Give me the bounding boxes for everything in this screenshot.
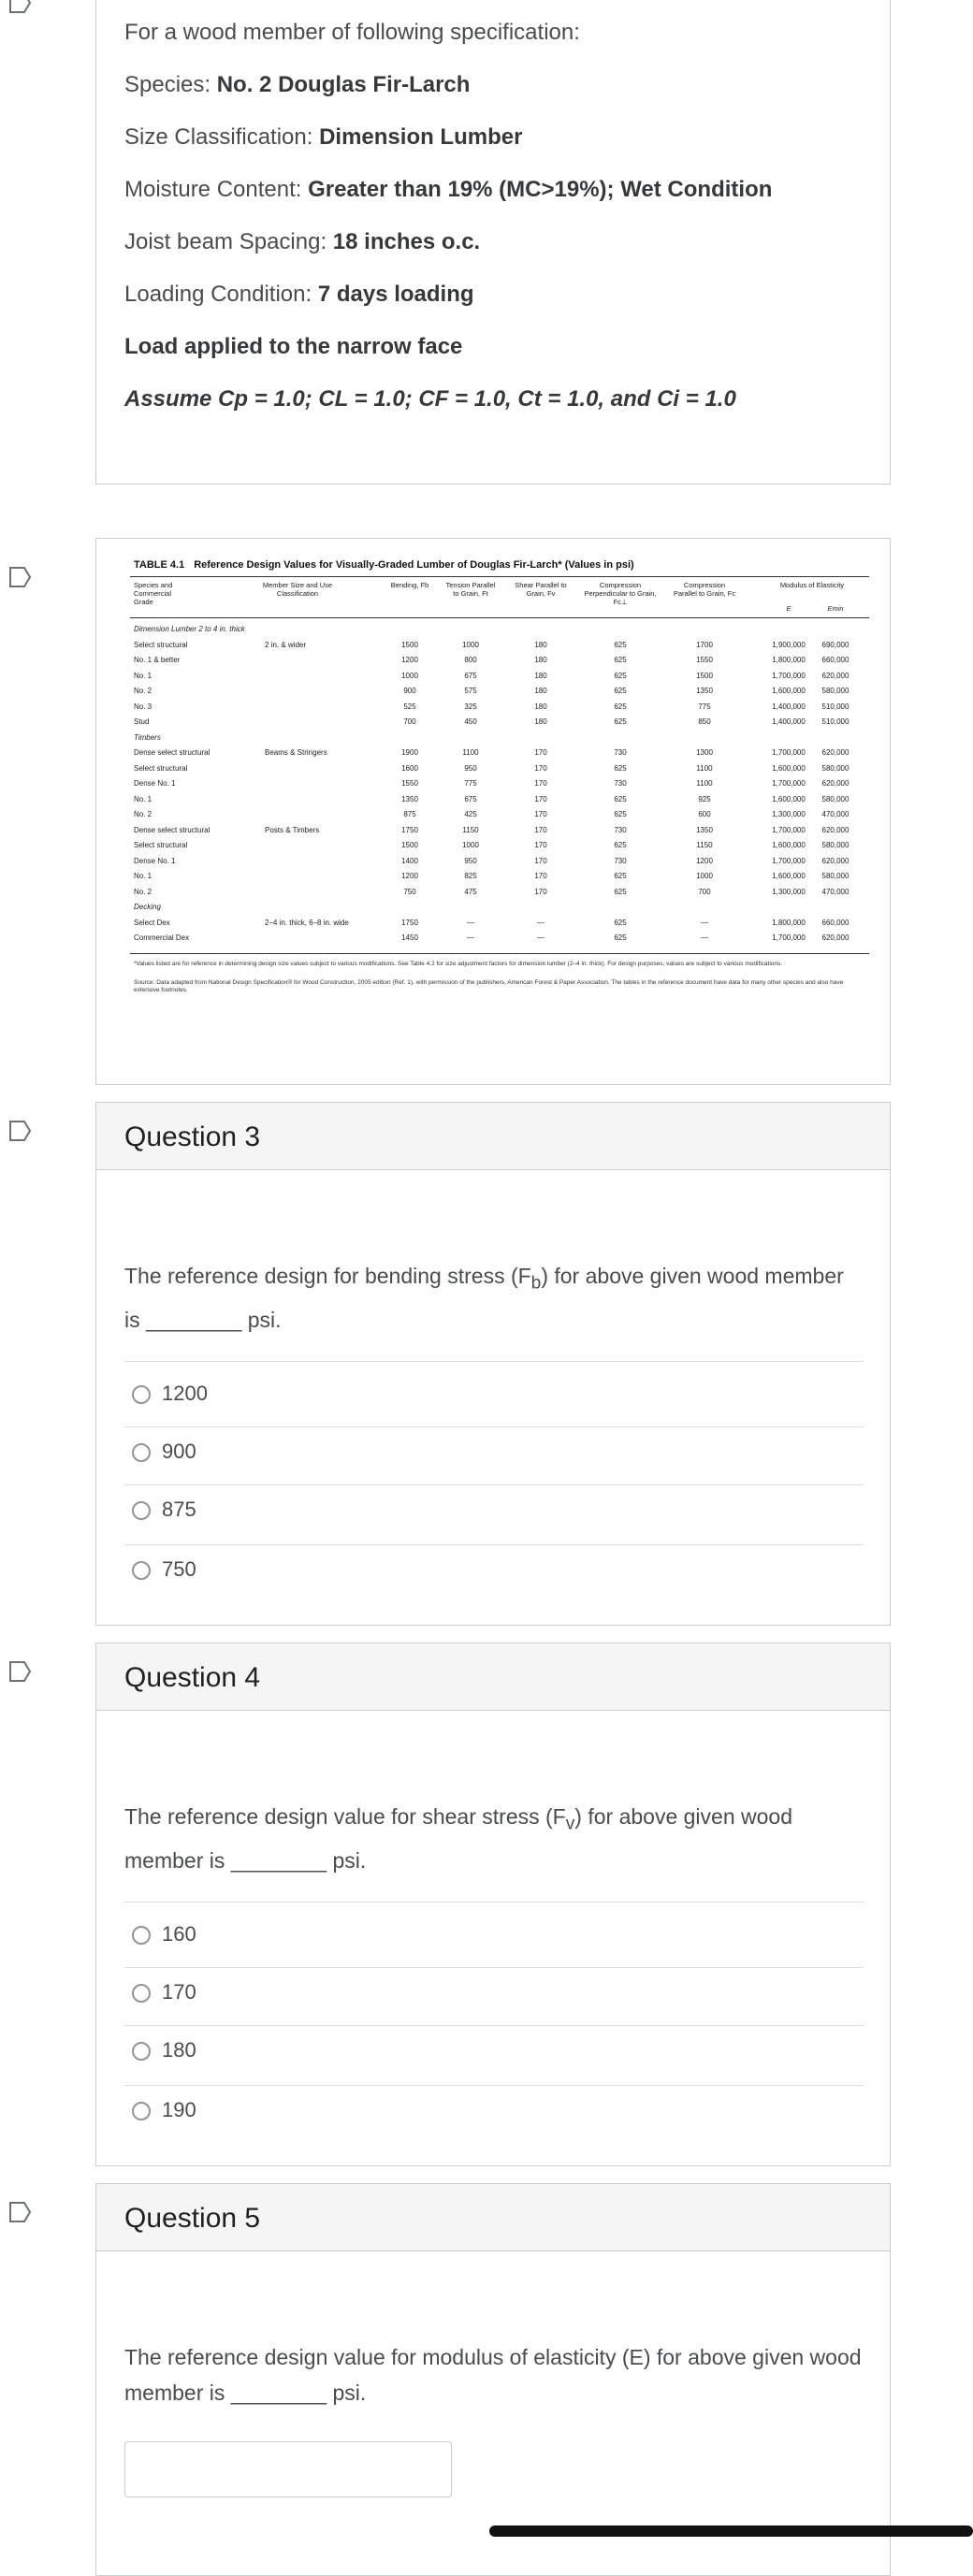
table-cell: 1500 xyxy=(401,841,418,849)
table-cell: 800 xyxy=(464,656,477,664)
table-cell: 1900 xyxy=(401,748,418,757)
table-cell: 1550 xyxy=(401,779,418,788)
table-cell: 510,000 xyxy=(821,717,850,726)
table-row-size: Beams & Stringers xyxy=(265,748,327,757)
col-header-shear: Shear Parallel to Grain, Fv xyxy=(515,581,567,598)
table-cell: 620,000 xyxy=(821,671,850,680)
table-cell: 1150 xyxy=(462,825,479,834)
table-cell: 1,800,000 xyxy=(772,918,806,927)
col-header-moe: Modulus of Elasticity xyxy=(779,581,845,589)
table-cell: 180 xyxy=(534,717,547,726)
table-cell: 775 xyxy=(698,702,711,711)
question-3-header xyxy=(96,1103,890,1170)
table-cell: 750 xyxy=(403,887,416,896)
table-cell: 1,300,000 xyxy=(772,810,806,818)
spec-size-classification: Size Classification: Dimension Lumber xyxy=(124,124,523,150)
table-row-grade: Select structural xyxy=(134,640,188,649)
table-cell: 180 xyxy=(534,687,547,695)
table-cell: 675 xyxy=(464,671,477,680)
table-row-grade: Select structural xyxy=(134,841,188,849)
table-cell: 950 xyxy=(464,856,477,865)
table-cell: 1100 xyxy=(696,779,713,788)
table-cell: 625 xyxy=(614,763,627,773)
table-row-grade: No. 3 xyxy=(134,702,152,711)
table-cell: 580,000 xyxy=(821,794,850,803)
table-cell: 575 xyxy=(464,687,477,695)
table-cell: 625 xyxy=(614,887,627,896)
table-cell: 1450 xyxy=(401,933,418,942)
table-row-size: Posts & Timbers xyxy=(265,825,320,834)
radio-button[interactable] xyxy=(132,1561,151,1580)
table-cell: 850 xyxy=(698,717,711,726)
table-cell: 1,300,000 xyxy=(772,887,806,896)
table-cell: 1,600,000 xyxy=(772,687,806,695)
question-4-title: Question 4 xyxy=(124,1662,261,1693)
table-cell: 625 xyxy=(614,656,627,664)
table-cell: 1,700,000 xyxy=(772,748,806,757)
table-cell: 1,800,000 xyxy=(772,656,806,664)
table-cell: 1550 xyxy=(696,656,713,664)
spec-load-face: Load applied to the narrow face xyxy=(124,334,463,359)
table-cell: 1,900,000 xyxy=(772,640,806,649)
flag-icon[interactable] xyxy=(7,2200,34,2224)
flag-icon[interactable] xyxy=(7,0,34,15)
question-3-title: Question 3 xyxy=(124,1122,261,1152)
col-header-bending: Bending, Fb xyxy=(390,581,429,589)
table-cell: 470,000 xyxy=(821,810,850,818)
table-cell: 425 xyxy=(464,810,477,818)
table-cell: 1,700,000 xyxy=(772,671,806,680)
table-cell: 1,700,000 xyxy=(772,933,806,942)
table-cell: 825 xyxy=(464,872,477,880)
table-cell: 170 xyxy=(534,872,547,880)
radio-button[interactable] xyxy=(132,1926,151,1945)
table-cell: 600 xyxy=(698,810,711,818)
spec-assumptions: Assume Cp = 1.0; CL = 1.0; CF = 1.0, Ct = 1.0, and Ci = 1.0 xyxy=(124,386,736,412)
question-5-title: Question 5 xyxy=(124,2203,261,2234)
table-cell: 450 xyxy=(464,717,477,726)
flag-icon[interactable] xyxy=(7,1659,34,1684)
specification-card xyxy=(95,0,891,485)
col-header-comp-par: Compression Parallel to Grain, Fc xyxy=(673,581,736,598)
table-cell: 625 xyxy=(614,687,627,695)
table-cell: 580,000 xyxy=(821,872,850,880)
table-cell: — xyxy=(701,918,708,927)
table-cell: 1,600,000 xyxy=(772,763,806,773)
table-cell: 620,000 xyxy=(821,933,850,942)
table-cell: 625 xyxy=(614,702,627,711)
table-cell: 660,000 xyxy=(821,918,850,927)
spec-moisture-content: Moisture Content: Greater than 19% (MC>19%); Wet Condition xyxy=(124,177,773,202)
spec-intro: For a wood member of following specification: xyxy=(124,20,580,45)
table-row-grade: No. 1 xyxy=(134,794,152,803)
flag-icon[interactable] xyxy=(7,1119,34,1143)
table-cell: 1,700,000 xyxy=(772,779,806,788)
table-cell: 170 xyxy=(534,779,547,788)
table-cell: 580,000 xyxy=(821,687,850,695)
table-cell: 660,000 xyxy=(821,656,850,664)
table-cell: 730 xyxy=(614,856,627,865)
table-row-grade: No. 1 xyxy=(134,872,152,880)
col-header-e: E xyxy=(786,604,791,613)
question-3-card: Question 3 The reference design for bending stress $(F_b)$ for above given wood member is ________ psi. 1200 900 875 750 xyxy=(95,1102,891,1626)
table-cell: 170 xyxy=(534,810,547,818)
radio-button[interactable] xyxy=(132,1443,151,1462)
table-cell: 1150 xyxy=(696,841,713,849)
table-cell: 580,000 xyxy=(821,841,850,849)
col-header-comp-perp: Compression Perpendicular to Grain, Fc⊥ xyxy=(584,581,657,606)
table-cell: 1000 xyxy=(462,640,479,649)
table-cell: 1600 xyxy=(401,763,418,773)
table-cell: 1200 xyxy=(401,656,418,664)
radio-button[interactable] xyxy=(132,1501,151,1520)
table-row-grade: No. 2 xyxy=(134,887,152,896)
table-cell: 1000 xyxy=(401,671,418,680)
question-5-text: The reference design value for modulus of elasticity (E) for above given wood member is ________ psi. xyxy=(124,2345,862,2405)
table-cell: — xyxy=(537,933,545,942)
table-cell: 1100 xyxy=(696,763,713,773)
table-cell: 1,400,000 xyxy=(772,702,806,711)
table-row-grade: No. 1 xyxy=(134,671,152,680)
table-cell: 470,000 xyxy=(821,887,850,896)
table-cell: 1500 xyxy=(696,671,713,680)
table-cell: 180 xyxy=(534,656,547,664)
table-row-grade: Timbers xyxy=(134,732,161,742)
table-cell: 625 xyxy=(614,810,627,818)
table-footnote: *Values listed are for reference in determining design size values subject to various modifications. See Table 4.2 for size adjustment factors for dimension lumber (2–4 in. thick). For design purposes, values are subject to various modifications. xyxy=(134,960,783,967)
question-4-header xyxy=(96,1643,890,1711)
table-row-size: 2 in. & wider xyxy=(265,640,307,649)
table-cell: 1750 xyxy=(401,825,418,834)
table-cell: 510,000 xyxy=(821,702,850,711)
table-row-grade: Dimension Lumber 2 to 4 in. thick xyxy=(134,625,245,633)
col-header-grade: Species and Commercial Grade xyxy=(134,581,173,606)
radio-button[interactable] xyxy=(132,2102,151,2120)
table-cell: 625 xyxy=(614,933,627,942)
table-cell: 170 xyxy=(534,794,547,803)
table-cell: 620,000 xyxy=(821,825,850,834)
table-cell: 1500 xyxy=(401,640,418,649)
table-cell: 180 xyxy=(534,640,547,649)
table-row-grade: Dense No. 1 xyxy=(134,779,176,788)
table-cell: 675 xyxy=(464,794,477,803)
table-cell: — xyxy=(701,933,708,942)
question-3-text: The reference design for bending stress $(F_b)$ for above given wood member is ________ psi. xyxy=(124,1264,844,1332)
table-cell: 525 xyxy=(403,702,416,711)
table-row-grade: Commercial Dex xyxy=(134,933,190,942)
table-cell: 875 xyxy=(403,810,416,818)
question-5-card xyxy=(95,2183,891,2576)
table-cell: 1,600,000 xyxy=(772,794,806,803)
table-cell: 625 xyxy=(614,640,627,649)
table-cell: 1,700,000 xyxy=(772,825,806,834)
table-cell: 775 xyxy=(464,779,477,788)
table-cell: 1000 xyxy=(462,841,479,849)
table-cell: 1400 xyxy=(401,856,418,865)
table-cell: 170 xyxy=(534,841,547,849)
spec-species: Species: No. 2 Douglas Fir-Larch xyxy=(124,72,471,97)
table-cell: 925 xyxy=(698,794,711,803)
answer-input[interactable] xyxy=(124,2441,452,2497)
spec-loading-condition: Loading Condition: 7 days loading xyxy=(124,282,474,307)
home-indicator[interactable] xyxy=(489,2525,973,2537)
table-cell: 730 xyxy=(614,825,627,834)
table-cell: 1200 xyxy=(401,872,418,880)
table-cell: 170 xyxy=(534,748,547,757)
table-cell: 625 xyxy=(614,717,627,726)
table-cell: 1,400,000 xyxy=(772,717,806,726)
col-header-size: Member Size and Use Classification xyxy=(262,581,333,598)
radio-button[interactable] xyxy=(132,1385,151,1404)
table-cell: 900 xyxy=(403,687,416,695)
table-cell: 580,000 xyxy=(821,763,850,773)
spec-joist-spacing: Joist beam Spacing: 18 inches o.c. xyxy=(124,229,481,254)
table-cell: 170 xyxy=(534,763,547,773)
table-cell: 700 xyxy=(698,887,711,896)
table-title: TABLE 4.1 Reference Design Values for Visually-Graded Lumber of Douglas Fir-Larch* (Values in psi) xyxy=(134,559,634,571)
radio-button[interactable] xyxy=(132,1984,151,2003)
table-row-grade: No. 1 & better xyxy=(134,656,181,664)
table-cell: 730 xyxy=(614,779,627,788)
table-cell: — xyxy=(537,918,545,927)
radio-button[interactable] xyxy=(132,2042,151,2061)
table-cell: 1100 xyxy=(462,748,479,757)
table-cell: 1200 xyxy=(696,856,713,865)
table-cell: 180 xyxy=(534,702,547,711)
table-row-grade: Dense No. 1 xyxy=(134,856,176,865)
table-cell: 1300 xyxy=(696,748,713,757)
table-row-grade: No. 2 xyxy=(134,810,152,818)
table-row-grade: Select structural xyxy=(134,763,188,773)
table-cell: 730 xyxy=(614,748,627,757)
table-cell: 180 xyxy=(534,671,547,680)
table-cell: 1000 xyxy=(696,872,713,880)
table-cell: 1700 xyxy=(696,640,713,649)
table-cell: 170 xyxy=(534,887,547,896)
table-cell: 1,600,000 xyxy=(772,841,806,849)
table-row-grade: Stud xyxy=(134,717,150,726)
table-cell: 475 xyxy=(464,887,477,896)
table-cell: 1350 xyxy=(696,687,713,695)
table-cell: 625 xyxy=(614,671,627,680)
table-row-grade: No. 2 xyxy=(134,687,152,695)
table-row-size: 2–4 in. thick, 6–8 in. wide xyxy=(265,918,349,927)
question-4-text: The reference design value for shear stress $(F_v)$ for above given wood member is ________ psi. xyxy=(124,1804,792,1873)
table-row-grade: Dense select structural xyxy=(134,825,211,834)
table-cell: 620,000 xyxy=(821,748,850,757)
table-source: Source: Data adapted from National Design Specification® for Wood Construction, 2005 edition (Ref. 1), with permission of the publishers, American Forest & Paper Association. The tables in the reference document have data for many other species and also have extensive footnotes. xyxy=(134,978,844,993)
question-5-header xyxy=(96,2184,890,2251)
table-row-grade: Decking xyxy=(134,903,161,911)
table-cell: 625 xyxy=(614,872,627,880)
reference-table-card xyxy=(95,538,891,1085)
table-cell: 620,000 xyxy=(821,856,850,865)
table-cell: 1,700,000 xyxy=(772,856,806,865)
table-cell: — xyxy=(467,933,474,942)
table-cell: 1350 xyxy=(401,794,418,803)
table-row-grade: Dense select structural xyxy=(134,748,211,757)
table-cell: 325 xyxy=(464,702,477,711)
table-cell: 1750 xyxy=(401,918,418,927)
table-cell: 690,000 xyxy=(821,640,850,649)
table-cell: 625 xyxy=(614,918,627,927)
table-cell: — xyxy=(467,918,474,927)
table-cell: 950 xyxy=(464,763,477,773)
table-row-grade: Select Dex xyxy=(134,918,170,927)
col-header-emin: Emin xyxy=(827,604,844,613)
table-cell: 625 xyxy=(614,841,627,849)
question-4-card: Question 4 The reference design value for shear stress $(F_v)$ for above given wood member is ________ psi. 160 170 180 190 xyxy=(95,1643,891,2166)
table-cell: 170 xyxy=(534,825,547,834)
table-cell: 625 xyxy=(614,794,627,803)
table-cell: 1,600,000 xyxy=(772,872,806,880)
table-cell: 620,000 xyxy=(821,779,850,788)
flag-icon[interactable] xyxy=(7,565,34,589)
table-cell: 700 xyxy=(403,717,416,726)
col-header-tension: Tension Parallel to Grain, Ft xyxy=(445,581,496,598)
table-cell: 170 xyxy=(534,856,547,865)
table-cell: 1350 xyxy=(696,825,713,834)
